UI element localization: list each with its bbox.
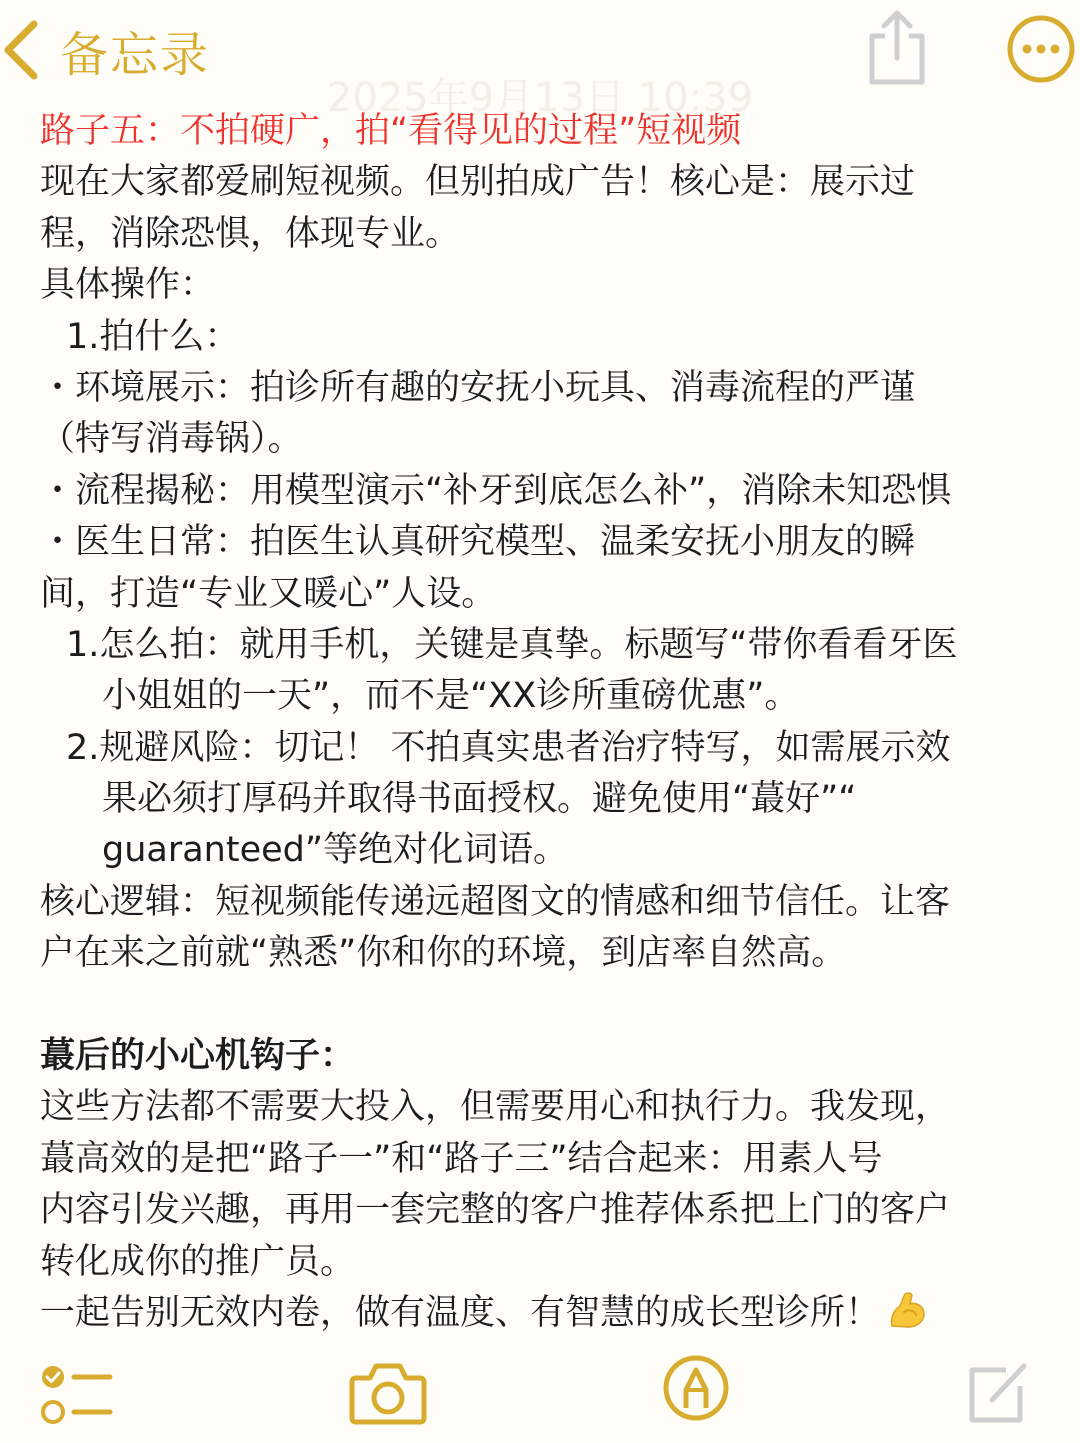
note-line: 间，打造“专业又暖心”人设。	[40, 573, 497, 614]
bullet-item: ・流程揭秘：用模型演示“补牙到底怎么补”，消除未知恐惧	[40, 470, 952, 511]
numbered-item: 1.怎么拍：就用手机，关键是真挚。标题写“带你看看牙医	[66, 624, 958, 665]
note-line: 核心逻辑：短视频能传递远超图文的情感和细节信任。让客	[40, 881, 951, 922]
bullet-item: ・环境展示：拍诊所有趣的安抚小玩具、消毒流程的严谨	[40, 367, 916, 408]
camera-button[interactable]	[348, 1358, 428, 1428]
markup-button[interactable]	[662, 1354, 730, 1422]
closing-text: 一起告别无效内卷，做有温度、有智慧的成长型诊所！	[40, 1292, 881, 1333]
section-heading-bold: 蕞后的小心机钩子：	[40, 1036, 356, 1077]
ellipsis-circle-icon	[1006, 69, 1076, 88]
note-line: 蕞高效的是把“路子一”和“路子三”结合起来：用素人号	[40, 1138, 883, 1179]
note-line: 这些方法都不需要大投入，但需要用心和执行力。我发现，	[40, 1087, 951, 1128]
note-line: 内容引发兴趣，再用一套完整的客户推荐体系把上门的客户	[40, 1190, 951, 1231]
more-button[interactable]	[1006, 14, 1076, 84]
share-icon	[862, 75, 932, 94]
numbered-item: 2.规避风险：切记！ 不拍真实患者治疗特写，如需展示效	[66, 727, 951, 768]
note-line: （特写消毒锅）。	[40, 419, 303, 460]
note-line: 户在来之前就“熟悉”你和你的环境，到店率自然高。	[40, 933, 847, 974]
compose-button[interactable]	[962, 1358, 1032, 1428]
back-button[interactable]	[0, 10, 210, 90]
compose-icon	[962, 1413, 1032, 1432]
note-line: 现在大家都爱刷短视频。但别拍成广告！核心是：展示过	[40, 162, 916, 203]
numbered-item-continuation: 小姐姐的一天”，而不是“XX诊所重磅优惠”。	[102, 676, 800, 717]
blank-line	[40, 980, 1034, 1031]
note-line: 具体操作：	[40, 265, 216, 306]
numbered-item: 1.拍什么：	[66, 316, 240, 357]
checklist-icon	[38, 1411, 114, 1430]
note-line: 程，消除恐惧，体现专业。	[40, 213, 461, 254]
closing-line	[40, 1288, 1034, 1339]
share-button[interactable]	[862, 6, 932, 90]
note-date-faded: 2025年9月13日 10:39	[326, 75, 754, 121]
flexed-biceps-icon	[886, 1290, 928, 1330]
camera-icon	[348, 1413, 428, 1432]
checklist-button[interactable]	[38, 1362, 114, 1426]
note-body[interactable]	[40, 106, 1034, 1339]
back-label: 备忘录	[60, 26, 211, 83]
section-heading: 路子五：不拍硬广，拍“看得见的过程”短视频	[40, 111, 742, 151]
chevron-left-icon	[0, 18, 40, 82]
markup-pen-icon	[662, 1407, 730, 1426]
bottom-toolbar	[0, 1340, 1080, 1443]
note-line: 转化成你的推广员。	[40, 1241, 356, 1282]
bullet-item: ・医生日常：拍医生认真研究模型、温柔安抚小朋友的瞬	[40, 522, 916, 563]
numbered-item-continuation: guaranteed”等绝对化词语。	[102, 830, 569, 871]
navigation-bar	[0, 0, 1080, 121]
numbered-item-continuation: 果必须打厚码并取得书面授权。避免使用“蕞好”“	[102, 779, 857, 820]
